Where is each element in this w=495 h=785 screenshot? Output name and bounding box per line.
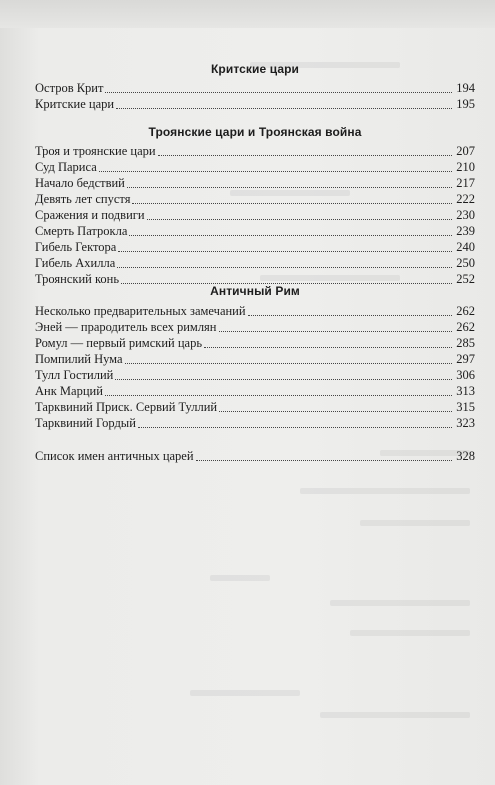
toc-entry <box>35 399 475 415</box>
toc-entry <box>35 351 475 367</box>
toc-entry <box>35 383 475 399</box>
section-title-cretan-kings: Критские цари <box>210 62 300 76</box>
toc-entry-label: Тарквиний Гордый <box>35 416 136 430</box>
toc-entry <box>35 367 475 383</box>
toc-entry-label: Троянский конь <box>35 272 120 286</box>
toc-entry <box>35 335 475 351</box>
toc-entry <box>35 319 475 335</box>
toc-entry <box>35 303 475 319</box>
toc-entry <box>35 255 475 271</box>
toc-entry-page: 250 <box>456 256 475 270</box>
leader-dots <box>115 379 452 380</box>
toc-entry-page: 262 <box>456 320 475 334</box>
leader-dots <box>132 203 452 204</box>
leader-dots <box>117 267 452 268</box>
toc-entry-page: 297 <box>456 352 475 366</box>
toc-entry-page: 222 <box>456 192 475 206</box>
toc-entry <box>35 96 475 112</box>
leader-dots <box>105 92 452 93</box>
leader-dots <box>158 155 452 156</box>
toc-entry-label: Критские цари <box>35 97 115 111</box>
leader-dots <box>248 315 452 316</box>
section-title-trojan-kings: Троянские цари и Троянская война <box>148 125 362 139</box>
toc-entry-label: Помпилий Нума <box>35 352 123 366</box>
toc-entry <box>35 175 475 191</box>
toc-entry-label: Ромул — первый римский царь <box>35 336 203 350</box>
toc-entry-label: Тулл Гостилий <box>35 368 114 382</box>
toc-entry <box>35 159 475 175</box>
toc-entry-label: Троя и троянские цари <box>35 144 156 158</box>
toc-entry-page: 252 <box>456 272 475 286</box>
toc-entry-label: Тарквиний Приск. Сервий Туллий <box>35 400 218 414</box>
toc-entry-final <box>35 448 475 464</box>
section-title-ancient-rome: Античный Рим <box>210 284 300 298</box>
toc-entry-label: Эней — прародитель всех римлян <box>35 320 217 334</box>
toc-entry <box>35 239 475 255</box>
toc-entry <box>35 191 475 207</box>
leader-dots <box>118 251 452 252</box>
toc-entry-page: 210 <box>456 160 475 174</box>
toc-entry-label: Девять лет спустя <box>35 192 131 206</box>
toc-entry-page: 285 <box>456 336 475 350</box>
leader-dots <box>196 460 452 461</box>
leader-dots <box>219 411 452 412</box>
toc-entry-page: 323 <box>456 416 475 430</box>
toc-entry-page: 262 <box>456 304 475 318</box>
leader-dots <box>219 331 453 332</box>
leader-dots <box>99 171 452 172</box>
toc-entry <box>35 143 475 159</box>
toc-entry <box>35 223 475 239</box>
toc-entry-label: Начало бедствий <box>35 176 125 190</box>
toc-entry-label: Остров Крит <box>35 81 104 95</box>
toc-entry-page: 217 <box>456 176 475 190</box>
leader-dots <box>105 395 452 396</box>
toc-entry-label: Гибель Ахилла <box>35 256 116 270</box>
toc-entry-page: 207 <box>456 144 475 158</box>
leader-dots <box>125 363 452 364</box>
toc-entry <box>35 207 475 223</box>
toc-entry-page: 194 <box>456 81 475 95</box>
page-top-shadow <box>0 0 495 28</box>
toc-entry-page: 240 <box>456 240 475 254</box>
toc-entry-page: 313 <box>456 384 475 398</box>
leader-dots <box>116 108 452 109</box>
toc-entry-page: 230 <box>456 208 475 222</box>
toc-entry-label: Суд Париса <box>35 160 97 174</box>
toc-entry-label: Сражения и подвиги <box>35 208 145 222</box>
toc-entry-label: Список имен античных царей <box>35 449 194 463</box>
toc-entry-page: 328 <box>456 449 475 463</box>
leader-dots <box>147 219 452 220</box>
leader-dots <box>138 427 452 428</box>
toc-entry-page: 195 <box>456 97 475 111</box>
toc-entry-label: Смерть Патрокла <box>35 224 128 238</box>
toc-entry-label: Гибель Гектора <box>35 240 117 254</box>
toc-entry-page: 306 <box>456 368 475 382</box>
toc-entry-page: 239 <box>456 224 475 238</box>
toc-entry <box>35 415 475 431</box>
leader-dots <box>129 235 452 236</box>
toc-entry-label: Несколько предварительных замечаний <box>35 304 246 318</box>
leader-dots <box>127 187 452 188</box>
toc-entry <box>35 80 475 96</box>
leader-dots <box>204 347 452 348</box>
toc-entry-page: 315 <box>456 400 475 414</box>
toc-entry-label: Анк Марций <box>35 384 103 398</box>
